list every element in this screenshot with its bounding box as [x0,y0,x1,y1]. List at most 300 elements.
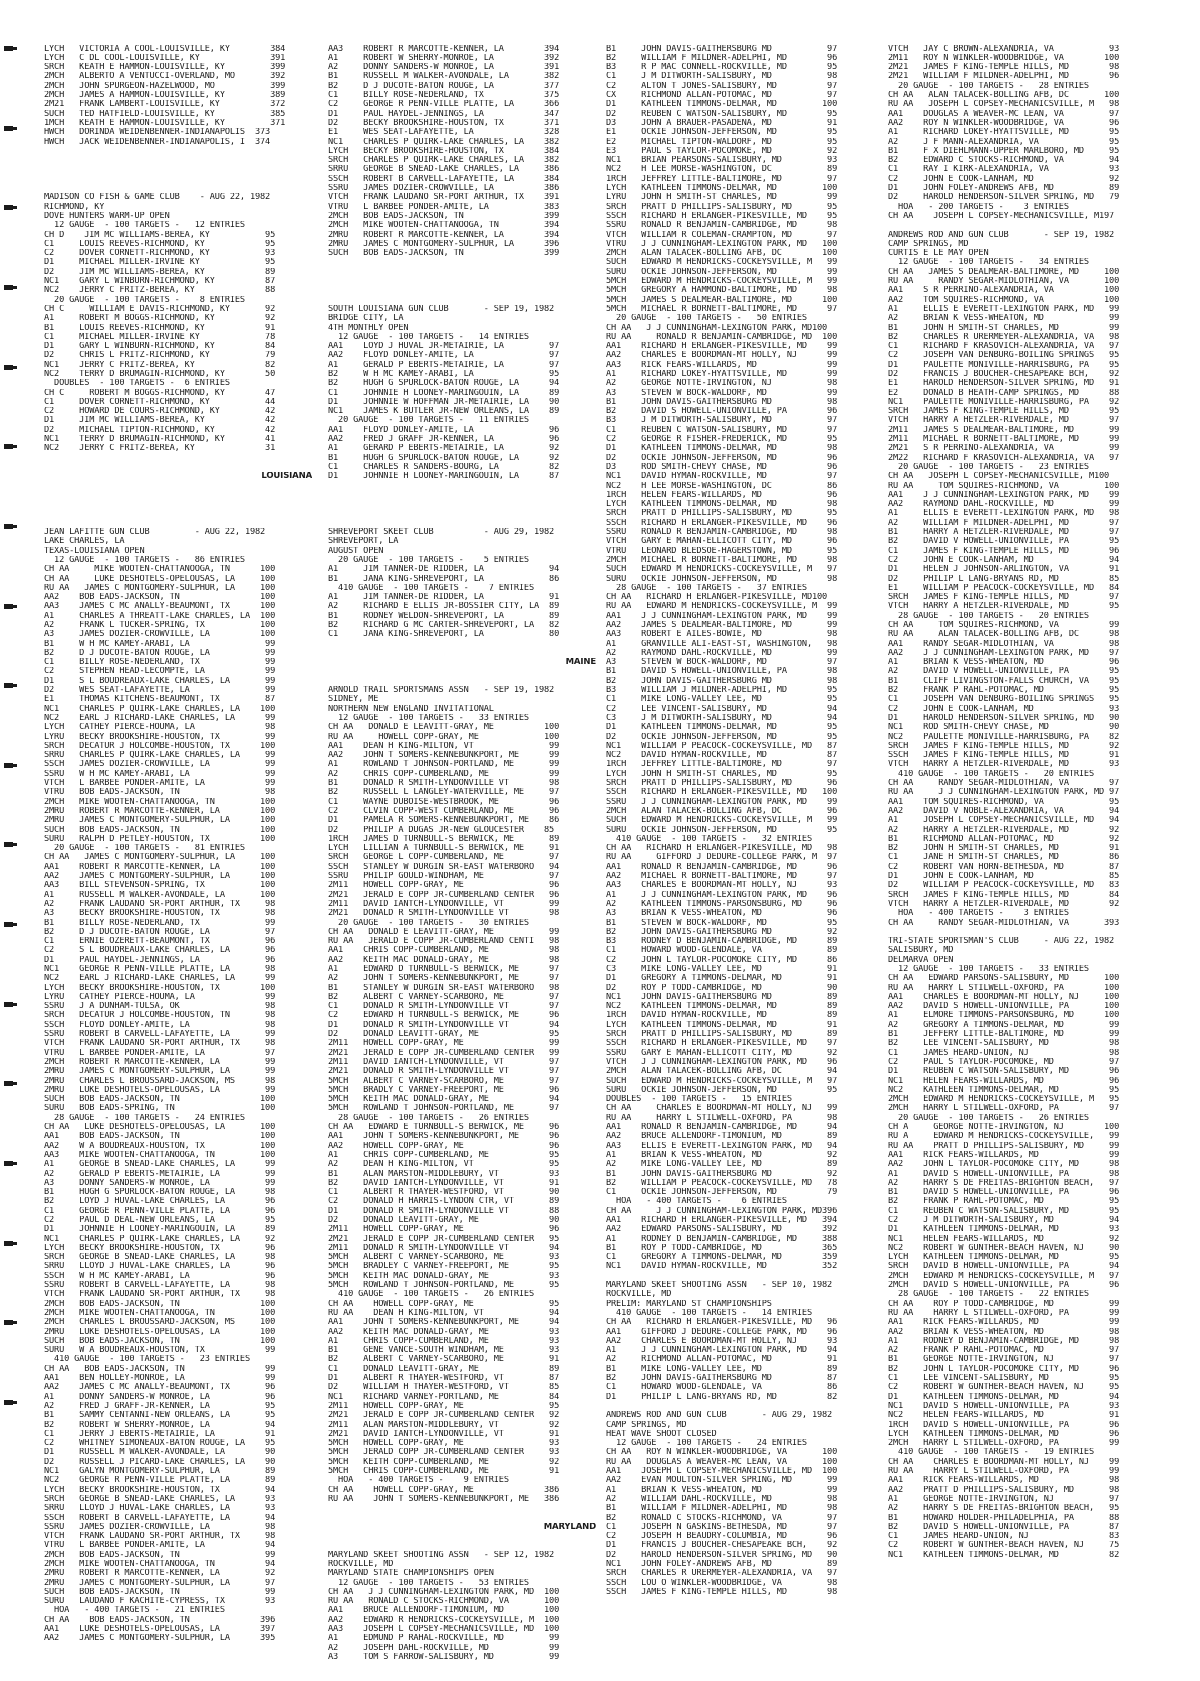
result-line: 20 GAUGE - 100 TARGETS - 8 ENTRIES [44,295,245,305]
result-line: B2 FRANK P RAHL-POTOMAC, MD 95 [888,1197,1120,1207]
result-line: 28 GAUGE - 100 TARGETS - 22 ENTRIES [888,1290,1089,1300]
result-line: 2MCH EDWARD M HENDRICKS-COCKEYSVILLE, M 97 [888,1271,1120,1281]
result-line: A2 J F MANN-ALEXANDRIA, VA 95 [888,137,1120,147]
result-line: 2M11 ALAN MARSTON-MIDDLEBURY, VT 92 [328,1420,560,1430]
result-line: A1 CHRIS COPP-CUMBERLAND, ME 95 [328,1150,560,1160]
result-line: VTCH GARY E MAHAN-ELLICOTT CITY, MD 96 [606,537,838,547]
result-line: 2MCH ALAN TALACEK-BOLLING AFB, DC 96 [606,806,838,816]
result-line: 12 GAUGE - 100 TARGETS - 34 ENTRIES [888,258,1089,268]
result-line: C2 EDWARD H TURNBULL-S BERWICK, ME 96 [328,1011,560,1021]
result-line: LYCH BECKY BROOKSHIRE-HOUSTON, TX 100 [44,983,276,993]
result-line: SURU OCKIE JOHNSON-JEFFERSON, MD 98 [606,574,838,584]
result-line: LYRU CATHEY PIERCE-HOUMA, LA 99 [44,992,276,1002]
result-line: B2 JOHN DAVIS-GAITHERSBURG MD 92 [606,927,838,937]
result-line: D1 KATHLEEN TIMMONS-DELMAR, MD 100 [606,100,838,110]
result-line: 1RCH JEFFREY LITTLE-BALTIMORE, MD 97 [606,760,838,770]
result-line: VTRU BOB EADS-JACKSON, TN 98 [44,788,276,798]
result-line: A2 DAVID V HOWELL-UNIONVILLE, PA 95 [888,667,1120,677]
result-line: AA1 RICHARD H ERLANGER-PIKESVILLE, MD 394 [606,1216,838,1225]
result-line: AA1 RICHARD H ERLANGER-PIKESVILLE, MD 99 [606,342,838,352]
result-line: LYCH KATHLEEN TIMMONS-DELMAR, MD 98 [606,500,838,510]
result-line: E1 WILLIAM P PEACOCK-COCKEYSVILLE, MD 84 [888,583,1120,593]
result-line: NC1 CHARLES P QUIRK-LAKE CHARLES, LA 100 [44,704,276,714]
result-line: RU AA RANDY SEGAR-MIDLOTHIAN, VA 100 [888,277,1120,287]
result-line: D1 DONALD R SMITH-LYNDONVILLE VT 88 [328,1206,560,1216]
result-line: 5MCH ROWLAND T JOHNSON-PORTLAND, ME 97 [328,1104,560,1114]
result-line: 2MCH JOHN SPURGEON-HAZELWOOD, MO 399 [44,81,286,91]
result-line: C1 GREGORY A TIMMONS-DELMAR, MD 359 [606,1253,838,1263]
result-line: B3 RODNEY D BENJAMIN-CAMBRIDGE, MD 89 [606,937,838,947]
result-line: AA2 FRED J GRAFF JR-KENNER, LA 96 [328,435,560,445]
result-line: A1 J J CUNNINGHAM-LEXINGTON PARK, MD 94 [606,1346,838,1356]
result-line: A2 WILLIAM DAHL-ROCKVILLE, MD 98 [606,1494,838,1504]
result-line: B1 JOHN DAVIS-GAITHERSBURG MD 97 [606,44,838,54]
result-line: C2 HOWARD DE COURS-RICHMOND, KY 42 [44,407,276,417]
result-line: B1 SAMMY CENTANNI-NEW ORLEANS, LA 95 [44,1411,276,1421]
result-line: RU AA HARRY L STILWELL-OXFORD, PA 98 [606,1113,838,1123]
result-line: 2M11 DONALD R SMITH-LYNDONVILLE VT 94 [328,1243,560,1253]
result-line: AA1 BRUCE ALLENDORF-TIMONIUM, MD 100 [328,1606,560,1616]
result-line: HOA - 200 TARGETS - 3 ENTRIES [888,202,1069,212]
result-line: SUCH BOB EADS-JACKSON, TN 100 [44,1095,276,1105]
result-line: A1 EDMUND P RAHAL-ROCKVILLE, MD 99 [328,1634,560,1644]
result-line: RU AA RONALD C STOCKS-RICHMOND, VA 100 [328,1597,560,1607]
margin-mark [4,1320,13,1325]
result-line: ANDREWS ROD AND GUN CLUB - SEP 19, 1982 [888,230,1115,240]
result-line: C1 LOUIS REEVES-RICHMOND, KY 95 [44,239,276,249]
margin-mark [4,1241,13,1246]
result-line: AA2 BOB EADS-JACKSON, TN 100 [44,593,276,603]
result-line: AA2 RAYMOND DAHL-ROCKVILLE, MD 99 [888,500,1120,510]
result-line: CH AA HOWELL COPP-GRAY, ME 95 [328,1299,560,1309]
result-line: 2M11 DAVID IANTCH-LYNDONVILLE, VT 97 [328,1057,560,1067]
result-line: C1 MICHAEL MILLER-IRVINE KY 78 [44,332,276,342]
result-line: 20 GAUGE - 100 TARGETS - 23 ENTRIES [888,462,1089,472]
result-line: D1 GREGORY A TIMMONS-DELMAR, MD 91 [606,974,838,984]
column-section [888,45,1156,1560]
result-line: AA1 RICK FEARS-WILLARDS, MD 99 [888,1150,1120,1160]
result-line: SSRU GARY E MAHAN-ELLICOTT CITY, MD 92 [606,1048,838,1058]
margin-mark [4,1081,13,1086]
result-line: B1 HARRY A HETZLER-RIVERDALE, MD 97 [888,528,1120,538]
result-line: D1 PAUL HAYDEL-JENNINGS, LA 96 [44,955,276,965]
result-line: SRCH JAMES F KING-TEMPLE HILLS, MD 97 [888,593,1120,603]
result-line: NC1 CHARLES P QUIRK-LAKE CHARLES, LA 382 [328,137,560,147]
margin-mark [4,922,13,927]
result-line: 2MCH MIKE WOOTEN-CHATTANOOGA, TN 394 [328,221,560,231]
result-line: ARNOLD TRAIL SPORTSMANS ASSN - SEP 19, 1982 [328,686,555,696]
result-line: AA1 J J CUNNINGHAM-LEXINGTON PARK, MD 99 [888,490,1120,500]
result-line: 2MRU ROBERT R MARCOTTE-KENNER, LA 100 [44,806,276,816]
result-line: B2 DAVID S HOWELL-UNIONVILLE, PA 87 [888,1522,1120,1532]
result-line: D2 REUBEN C WATSON-SALISBURY, MD 95 [606,109,838,119]
result-line: CH AA J J CUNNINGHAM-LEXINGTON PARK, MD396 [606,1206,838,1216]
result-line: CH AA BOB EADS-JACKSON, TN 99 [44,1364,276,1374]
result-line: SOUTH LOUISIANA GUN CLUB - SEP 19, 1982 [328,304,555,314]
result-line: C1 ALBERT R THAYER-WESTFORD, VT 90 [328,1188,560,1198]
result-line: SURU OCKIE JOHNSON-JEFFERSON, MD 95 [606,825,838,835]
result-line: E1 OCKIE JOHNSON-JEFFERSON, MD 95 [606,128,838,138]
result-line: 2M11 HOWELL COPP-GRAY, ME 96 [328,1225,560,1235]
result-line: B2 EDWARD C STOCKS-RICHMOND, VA 94 [888,156,1120,166]
result-line: NC1 TERRY D BRUMAGIN-RICHMOND, KY 41 [44,435,276,445]
result-line: LYCH CATHEY PIERCE-HOUMA, LA 98 [44,723,276,733]
result-line: LYCH BECKY BROOKSHIRE-HOUSTON, TX 96 [44,1243,276,1253]
result-line: A1 BRIAN K VESS-WHEATON, MD 99 [606,1485,838,1495]
result-line: A2 RICHMOND ALLAN-POTOMAC, MD 91 [606,1355,838,1365]
result-line: C1 HOWARD WOOD-GLENDALE, VA 89 [606,946,838,956]
result-line: CH AA JOSEPH L COPSEY-MECHANICSVILLE, M197 [888,211,1115,221]
result-line: VTRU J J CUNNINGHAM-LEXINGTON PARK, MD 100 [606,239,838,249]
result-line: C2 ROBERT W GUNTHER-BEACH HAVEN, NJ 75 [888,1541,1120,1551]
result-line: LYRU JOHN H SMITH-ST CHARLES, MD 99 [606,193,838,203]
result-line: SRCH DAVID B HOWELL-UNIONVILLE, PA 94 [888,1262,1120,1272]
result-line: A3 BECKY BROOKSHIRE-HOUSTON, TX 98 [44,909,276,919]
result-line: E3 PAUL S TAYLOR-POCOMOKE, MD 92 [606,146,838,156]
result-line: SSRU W H MC KAMEY-ARABI, LA 99 [44,769,276,779]
result-line: NC1 DAVID HYMAN-ROCKVILLE, MD 97 [606,472,838,482]
result-line: C2 WHITNEY SIMONEAUX-BATON ROUGE, LA 95 [44,1439,276,1449]
result-line: SRCH CHARLES P QUIRK-LAKE CHARLES, LA 382 [328,156,560,166]
result-line: SRCH CHARLES R URERMEYER-ALEXANDRIA, VA 97 [606,1569,838,1579]
result-line: B1 W H MC KAMEY-ARABI, LA 99 [44,639,276,649]
result-line: AA3 BILL STEVENSON-SPRING, TX 100 [44,881,276,891]
result-line: C2 DOVER CORNETT-RICHMOND, KY 93 [44,249,276,259]
result-line: AA2 JAMES C MONTGOMERY-SULPHUR, LA 395 [44,1634,276,1644]
result-line: D1 PAMELA R SOMERS-KENNEBUNKPORT, ME 86 [328,816,560,826]
result-line: D2 RUSSELL J PICARD-LAKE CHARLES, LA 90 [44,1457,276,1467]
result-line: B1 JEFFERY LITTLE-BALTIMORE, MD 99 [888,1030,1120,1040]
result-line: AA2 DAVID S HOWELL-UNIONVILLE, PA 100 [888,1002,1120,1012]
result-line: SURU OCKIE JOHNSON-JEFFERSON, MD 95 [606,1085,838,1095]
result-line [888,221,1156,230]
column-section [328,1551,596,1663]
result-line: LAKE CHARLES, LA [44,537,125,547]
result-line: 2MCH ROBERT R MARCOTTE-KENNER, LA 99 [44,1057,276,1067]
result-line: 1RCH HELEN FEARS-WILLARDS, MD 96 [606,490,838,500]
result-line: MARYLAND SKEET SHOOTING ASSN - SEP 10, 1982 [606,1281,833,1291]
result-line: 2MCH MICHAEL R BORNETT-BALTIMORE, MD 98 [606,555,838,565]
result-line: AA1 ROBERT R MARCOTTE-KENNER, LA 100 [44,862,276,872]
result-line: HWCH JACK WEIDENBENNER-INDIANAPOLIS, I 374 [44,137,271,147]
result-line: LYCH C DL COOL-LOUISVILLE, KY 391 [44,53,286,63]
results-column-4 [888,26,1156,1579]
result-line: D1 HAROLD HENDERSON-SILVER SPRING, MD 90 [888,713,1120,723]
result-line: RU AA JOSEPH L COPSEY-MECHANICSVILLE, M 98 [888,100,1120,110]
result-line: 2MCH CHARLES L BROUSSARD-JACKSON, MS 100 [44,1318,276,1328]
result-line: AA1 J J CUNNINGHAM-LEXINGTON PARK, MD 99 [606,611,838,621]
result-line: AA2 EDWARD PARSONS-SALISBURY, MD 392 [606,1225,838,1235]
result-line: B1 JOHN DAVIS-GAITHERSBURG MD 92 [606,1169,838,1179]
result-line: MARYLAND SKEET SHOOTING ASSN - SEP 12, 1982 [328,1550,555,1560]
result-line: AA1 DEAN H KING-MILTON, VT 99 [328,741,560,751]
result-line: SSCH W H MC KAMEY-ARABI, LA 96 [44,1271,276,1281]
result-line: VTCH WILLIAM R COLEMAN-CRAMPTON, MD 97 [606,230,838,240]
result-line: CH AA LUKE DESHOTELS-OPELOUSAS, LA 100 [44,574,276,584]
result-line: E2 MICHAEL TIPTON-WALDORF, MD 95 [606,137,838,147]
result-line: 2MRU LUKE DESHOTELS-OPELOUSAS, LA 100 [44,1327,276,1337]
result-line: C2 PAUL D DEAL-NEW ORLEANS, LA 95 [44,1216,276,1225]
result-line: C2 GEORGE R FISHER-FREDERICK, MD 95 [606,435,838,445]
result-line: SALISBURY, MD [888,946,954,956]
result-line: C1 JERRY J EBERTS-METAIRIE, LA 91 [44,1429,276,1439]
result-line: 2M21 JERALD E COPP JR-CUMBERLAND CENTER 95 [328,1234,560,1244]
result-line: A1 BRIAN K VESS-WHEATON, MD 96 [888,658,1120,668]
result-line: A2 FRANK L TUCKER-SPRING, TX 100 [44,621,276,630]
result-line: 2M11 JAMES S DEALMEAR-BALTIMORE, MD 99 [888,425,1120,435]
result-line: B2 RUSSELL L LANGLEY-WATERVILLE, ME 97 [328,788,560,798]
result-line: AA1 JOSEPH L COPSEY-MECHANICSVILLE, MD 100 [606,1467,838,1477]
result-line: NC2 JERRY C FRITZ-BEREA, KY 88 [44,286,276,296]
result-line: SSCH JAMES F KING-TEMPLE HILLS, MD 98 [606,1587,838,1597]
result-line: AA2 DAVID V NOBLE-ALEXANDRIA, VA 94 [888,806,1120,816]
result-line: SSCH JAMES DOZIER-CROWVILLE, LA 99 [44,760,276,770]
result-line: D2 FRANCIS J BOUCHER-CHESAPEAKE BCH, 92 [888,369,1120,379]
result-line: NORTHERN NEW ENGLAND INVITATIONAL [328,704,494,714]
result-line: A1 ROBERT M BOGGS-RICHMOND, KY 92 [44,314,276,324]
result-line: 2MCH ALBERTO A VENTUCCI-OVERLAND, MO 392 [44,72,286,82]
result-line: AA1 BEN HOLLEY-MONROE, LA 99 [44,1374,276,1384]
result-line: SRCH GEORGE B SNEAD-LAKE CHARLES, LA 93 [44,1494,276,1504]
result-line: SSRU JAMES DOZIER-CROWVILLE, LA 98 [44,1522,276,1532]
result-line: CH AA ALAN TALACEK-BOLLING AFB, DC 100 [888,91,1120,101]
result-line: NC1 BRIAN PEARSONS-SALISBURY, MD 93 [606,156,838,166]
result-line: AA1 CHARLES E BOORDMAN-MT HOLLY, NJ 100 [888,992,1120,1002]
result-line: LYCH VICTORIA A COOL-LOUISVILLE, KY 384 [44,44,286,54]
result-line: SSRU RONALD R BENJAMIN-CAMBRIDGE, MD 98 [606,221,838,231]
result-line: 12 GAUGE - 100 TARGETS - 53 ENTRIES [328,1578,529,1588]
result-line: VTCH HARRY A HETZLER-RIVERDALE, MD 97 [888,416,1120,426]
result-line: A2 HARRY S DE FREITAS-BRIGHTON BEACH, 97 [888,1178,1120,1188]
result-line: VTCH HARRY A HETZLER-RIVERDALE, MD 95 [888,602,1120,612]
result-line: B3 J M DITWORTH-SALISBURY, MD 97 [606,416,838,426]
result-line: SURU W A BOUDREAUX-HOUSTON, TX 99 [44,1346,276,1356]
result-line: 2M21 DONALD R SMITH-LYNDONVILLE VT 98 [328,909,560,919]
result-line: BRIDGE CITY, LA [328,314,404,324]
result-line: RU AA JOHN T SOMERS-KENNEBUNKPORT, ME 386 [328,1494,560,1504]
result-line: 5MCH ROWLAND T JOHNSON-PORTLAND, ME 95 [328,1281,560,1291]
result-line: A2 FRANK LAUDANO SR-PORT ARTHUR, TX 98 [44,899,276,909]
result-line: AA2 CHARLES E BOORDMAN-MT HOLLY, NJ 99 [606,351,838,361]
result-line: A1 ROBERT W SHERRY-MONROE, LA 392 [328,53,560,63]
result-line: D1 DONALD R SMITH-LYNDONVILLE VT 94 [328,1020,560,1030]
result-line: A1 GEORGE NOTTE-IRVINGTON, NJ 97 [888,1494,1120,1504]
result-line: B2 JOHN DAVIS-GAITHERSBURG MD 87 [606,1374,838,1384]
result-line: RU AA DEAN H KING-MILTON, VT 94 [328,1308,560,1318]
result-line: SSCH FLOYD DONLEY-AMITE, LA 98 [44,1020,276,1030]
result-line: NC1 KATHLEEN TIMMONS-DELMAR, MD 82 [888,1550,1120,1560]
result-line: B1 JANA KING-SHREVEPORT, LA 86 [328,574,560,584]
result-line: AA3 RICK FEARS-WILLARDS, MD 99 [606,360,838,370]
result-line: RU AA JERALD E COPP JR-CUMBERLAND CENTI 98 [328,937,560,947]
result-line: C2 JOHN E COOK-LANHAM, MD 93 [888,704,1120,714]
result-line: AA2 JOHN T SOMERS-KENNEBUNKPORT, ME 99 [328,751,560,761]
result-line: C1 DONALD R SMITH-LYNDONVILLE VT 97 [328,1002,560,1012]
result-line: B1 DONALD R SMITH-LYNDONVILLE VT 98 [328,779,560,789]
result-line: 5MCH MICHAEL R BORNETT-BALTIMORE, MD 97 [606,304,838,314]
result-line: D2 MICHAEL TIPTON-RICHMOND, KY 42 [44,425,276,435]
result-line: D1 HELEN J JOHNSON-ARLINGTON, VA 91 [888,565,1120,575]
result-line: A3 BRIAN K VESS-WHEATON, MD 96 [606,909,838,919]
result-line: AA3 MIKE WOOTEN-CHATTANOOGA, TN 100 [44,1150,276,1160]
result-line: AA1 FLOYD DONLEY-AMITE, LA 96 [328,425,560,435]
result-line: SUCH BOB EADS-JACKSON, TN 100 [44,825,276,835]
result-line: 20 GAUGE - 100 TARGETS - 30 ENTRIES [328,918,529,928]
result-line: NC1 GEORGE R PENN-VILLE PLATTE, LA 98 [44,964,276,974]
result-line: CH AA JAMES S DEALMEAR-BALTIMORE, MD 100 [888,267,1120,277]
result-line: D1 RUSSELL M WALKER-AVONDALE, LA 90 [44,1448,276,1458]
result-line: SSRU ROBERT B CARVELL-LAFAYETTE, LA 98 [44,1281,276,1291]
result-line: AA1 RICK FEARS-WILLARDS, MD 98 [888,1476,1120,1486]
result-line: AA2 PRATT D PHILLIPS-SALISBURY, MD 98 [888,1485,1120,1495]
result-line: AA3 ELLIS E EVERETT-LEXINGTON PARK, MD 94 [606,1141,838,1151]
result-line: A1 GEORGE B SNEAD-LAKE CHARLES, LA 99 [44,1160,276,1170]
result-line: C1 MIKE LONG-VALLEY LEE, MD 95 [606,695,838,705]
result-line: RU AA ALAN TALACEK-BOLLING AFB, DC 98 [888,630,1120,640]
result-line: RU AA HOWELL COPP-GRAY, ME 100 [328,732,560,742]
result-line: C2 JOHN E COOK-LANHAM, MD 94 [888,555,1120,565]
result-line: NC1 JOHN FOLEY-ANDREWS AFB, MD 89 [606,1559,838,1569]
margin-mark [4,1002,13,1007]
column-section [44,45,312,147]
result-line: HOA - 400 TARGETS - 3 ENTRIES [888,909,1069,919]
result-line: LYCH KATHLEEN TIMMONS-DELMAR, MD 96 [888,1429,1120,1439]
result-line: 1RCH DAVID HYMAN-ROCKVILLE, MD 89 [606,1011,838,1021]
margin-mark [4,444,13,449]
result-line: 2MRU ROBERT R MARCOTTE-KENNER, LA 92 [44,1569,276,1579]
result-line: 28 GAUGE - 100 TARGETS - 24 ENTRIES [44,1113,245,1123]
result-line: PRELIM: MARYLAND ST CHAMPIONSHIPS [606,1299,772,1309]
result-line: D1 S L BOUDREAUX-LAKE CHARLES, LA 99 [44,676,276,686]
state-heading: MAINE [565,658,596,668]
result-line: RU AA HARRY L STILWELL-OXFORD, PA 99 [888,1308,1120,1318]
result-line: HOA - 400 TARGETS - 6 ENTRIES [606,1197,787,1207]
result-line: SSCH ROBERT B CARVELL-LAFAYETTE, LA 94 [44,1513,276,1523]
result-line: TRI-STATE SPORTSMAN'S CLUB - AUG 22, 1982 [888,937,1115,947]
result-line: C1 REUBEN C WATSON-SALISBURY, MD 95 [888,1206,1120,1216]
result-line: B1 HUGH G SPURLOCK-BATON ROUGE, LA 98 [44,1188,276,1198]
result-line: CH AA J J CUNNINGHAM-LEXINGTON PARK, MD100 [606,323,828,333]
result-line: D2 BECKY BROOKSHIRE-HOUSTON, TX 371 [328,118,560,128]
result-line: AA2 EVAN MOULTON-SILVER SPRING, MD 99 [606,1476,838,1486]
result-line: 28 GAUGE - 100 TARGETS - 37 ENTRIES [606,583,807,593]
column-section [328,686,596,1504]
result-line: C2 JOHN L TAYLOR-POCOMOKE CITY, MD 86 [606,955,838,965]
result-line: SHREVEPORT, LA [328,537,399,547]
result-line: SUCH EDWARD M HENDRICKS-COCKEYSVILLE, M 97 [606,1076,838,1086]
result-line: B2 D J DUCOTE-BATON ROUGE, LA 377 [328,81,560,91]
result-line: VTCH HARRY A HETZLER-RIVERDALE, MD 92 [888,899,1120,909]
result-line: VTCH HARRY A HETZLER-RIVERDALE, MD 93 [888,760,1120,770]
result-line: 2M11 HOWELL COPP-GRAY, ME 99 [328,1039,560,1049]
result-line: AA1 JOHN T SOMERS-KENNEBUNKPORT, ME 96 [328,1132,560,1142]
result-line: A1 ELMORE TIMMONS-PARSONSBURG, MD 100 [888,1011,1120,1021]
margin-mark [4,524,13,529]
result-line: A2 KATHLEEN TIMMONS-PARSONSBURG, MD 96 [606,899,838,909]
result-line: AA3 ROBERT R MARCOTTE-KENNER, LA 394 [328,44,560,54]
result-line: AA2 MICHAEL R BORNETT-BALTIMORE, MD 97 [606,872,838,882]
result-line: NC1 DAVID S HOWELL-UNIONVILLE, PA 93 [888,1401,1120,1411]
result-line: C1 JOSEPH VAN DENBURG-BOILING SPRINGS 95 [888,695,1120,705]
result-line: C1 RICHARD F KRASOVICH-ALEXANDRIA, VA 97 [888,342,1120,352]
result-line: B2 LOYD J HUVAL-LAKE CHARLES, LA 96 [44,1197,276,1207]
result-line: 2MCH HARRY L STILWELL-OXFORD, PA 97 [888,1104,1120,1114]
result-line: 5MCH JAMES S DEALMEAR-BALTIMORE, MD 100 [606,295,838,305]
result-line: LYCH BECKY BROOKSHIRE-HOUSTON, TX 94 [44,1485,276,1495]
result-line: 2MRU ROBERT R MARCOTTE-KENNER, LA 394 [328,230,560,240]
result-line: C1 JAMES F KING-TEMPLE HILLS, MD 96 [888,546,1120,556]
result-line: CH C ROBERT M BOGGS-RICHMOND, KY 47 [44,388,276,398]
result-line: NC1 JOHN DAVIS-GAITHERSBURG MD 89 [606,992,838,1002]
result-line: AA2 J J CUNNINGHAM-LEXINGTON PARK, MD 97 [888,648,1120,658]
result-line: SUCH BOB EADS-JACKSON, TN 100 [44,1336,276,1346]
result-line: AA2 JAMES C MC ANALLY-BEAUMONT, TX 96 [44,1383,276,1393]
result-line: D1 KATHLEEN TIMMONS-DELMAR, MD 93 [888,1225,1120,1235]
result-line: AA2 FLOYD DONLEY-AMITE, LA 97 [328,351,560,361]
result-line: 2M11 MICHAEL R BORNETT-BALTIMORE, MD 99 [888,435,1120,445]
result-line: 2MCH MIKE WOOTEN-CHATTANOOGA, TN 100 [44,797,276,807]
result-line: SRRU LLOYD J HUVAL-LAKE CHARLES, LA 93 [44,1504,276,1514]
result-line [606,1402,874,1411]
result-line: 20 GAUGE - 100 TARGETS - 28 ENTRIES [888,81,1089,91]
result-line: A2 FRED J GRAFF-JR-KENNER, LA 95 [44,1401,276,1411]
result-line: VTRU L BARBEE PONDER-AMITE, LA 383 [328,202,560,212]
result-line: NC1 WILLIAM P PEACOCK-COCKEYSVILLE, MD 87 [606,741,838,751]
result-line: SUCH EDWARD M HENDRICKS-COCKEYSVILLE, M 99 [606,816,838,826]
result-line: C1 JAMES HEARD-UNION, NJ 83 [888,1532,1120,1542]
result-line: C1 LEE VINCENT-SALISBURY, MD 95 [888,1374,1120,1384]
result-line: AA3 CHARLES E BOORDMAN-MT HOLLY, NJ 93 [606,881,838,891]
result-line [888,928,1156,937]
result-line: SUCH TED HATFIELD-LOUISVILLE, KY 385 [44,109,286,119]
result-line: LYCH KATHLEEN TIMMONS-DELMAR, MD 91 [606,1020,838,1030]
result-line: 2M21 JERALD E COPP JR-CUMBERLAND CENTER 99 [328,1048,560,1058]
result-line: NC1 HELEN FEARS-WILLARDS, MD 92 [888,1234,1120,1244]
result-line: CH AA RANDY SEGAR-MIDLOTHIAN, VA 393 [888,918,1120,928]
result-line: B1 RICHMOND ALLAN-POTOMAC, MD 92 [888,834,1120,844]
result-line: SURU LAUDANO F KACHITE-CYPRESS, TX 93 [44,1597,276,1607]
results-column-1 [44,26,312,1662]
result-line: E1 THOMAS KITCHENS-BEAUMONT, TX 87 [44,695,276,705]
result-line: D1 KATHLEEN TIMMONS-DELMAR, MD 98 [606,444,838,454]
result-line: A1 GERARD P EBERTS-METAIRIE, LA 92 [328,444,560,454]
result-line: 5MCH KEITH MAC DONALD-GRAY, ME 94 [328,1095,560,1105]
result-line: 410 GAUGE - 100 TARGETS - 20 ENTRIES [888,769,1094,779]
result-line: C1 JOSEPH N GASKINS-BETHESDA, MD 97 [606,1522,838,1532]
result-line: C1 ERNIE OZERETT-BEAUMONT, TX 96 [44,937,276,947]
result-line: 5MCH ALBERT C VARNEY-SCARBORO, ME 97 [328,1076,560,1086]
result-line: CH AA DONALD E LEAVITT-GRAY, ME 99 [328,927,560,937]
result-line: SSRU PHILIP GOULD-WINDHAM, ME 97 [328,872,560,882]
result-line: AA1 RANDY SEGAR-MIDLOTHIAN, VA 98 [888,639,1120,649]
result-line: B2 FRANK P RAHL-POTOMAC, MD 95 [888,686,1120,696]
result-line: SUCH BOB EADS-JACKSON, TN 99 [44,1587,276,1597]
result-line: LYRU BECKY BROOKSHIRE-HOUSTON, TX 99 [44,732,276,742]
result-line: B2 RICHARD G MC CARTER-SHREVEPORT, LA 82 [328,621,560,630]
column-section [328,305,596,482]
result-line: AA1 LOYD J HUVAL JR-METAIRIE, LA 97 [328,342,560,352]
result-line: NC2 PAULETTE MONIVILLE-HARRISBURG, PA 82 [888,732,1120,742]
margin-mark [4,842,13,847]
result-line: SSCH STANLEY W DURGIN SR-EAST WATERBORO 94 [328,862,560,872]
result-line: 2MRU JAMES C MONTGOMERY-SULPHUR, LA 396 [328,239,560,249]
result-line: RU AA PRATT D PHILLIPS-SALISBURY, MD 99 [888,1141,1120,1151]
result-line: D1 MICHAEL MILLER-IRVINE KY 95 [44,258,276,268]
result-line: B2 W H MC KAMEY-ARABI, LA 95 [328,369,560,379]
result-line: AA3 JOSEPH L COPSEY-MECHANICSVILLE, MD 100 [328,1625,560,1635]
margin-mark [4,285,13,290]
result-line: B2 DAVID S HOWELL-UNIONVILLE, PA 96 [606,407,838,417]
